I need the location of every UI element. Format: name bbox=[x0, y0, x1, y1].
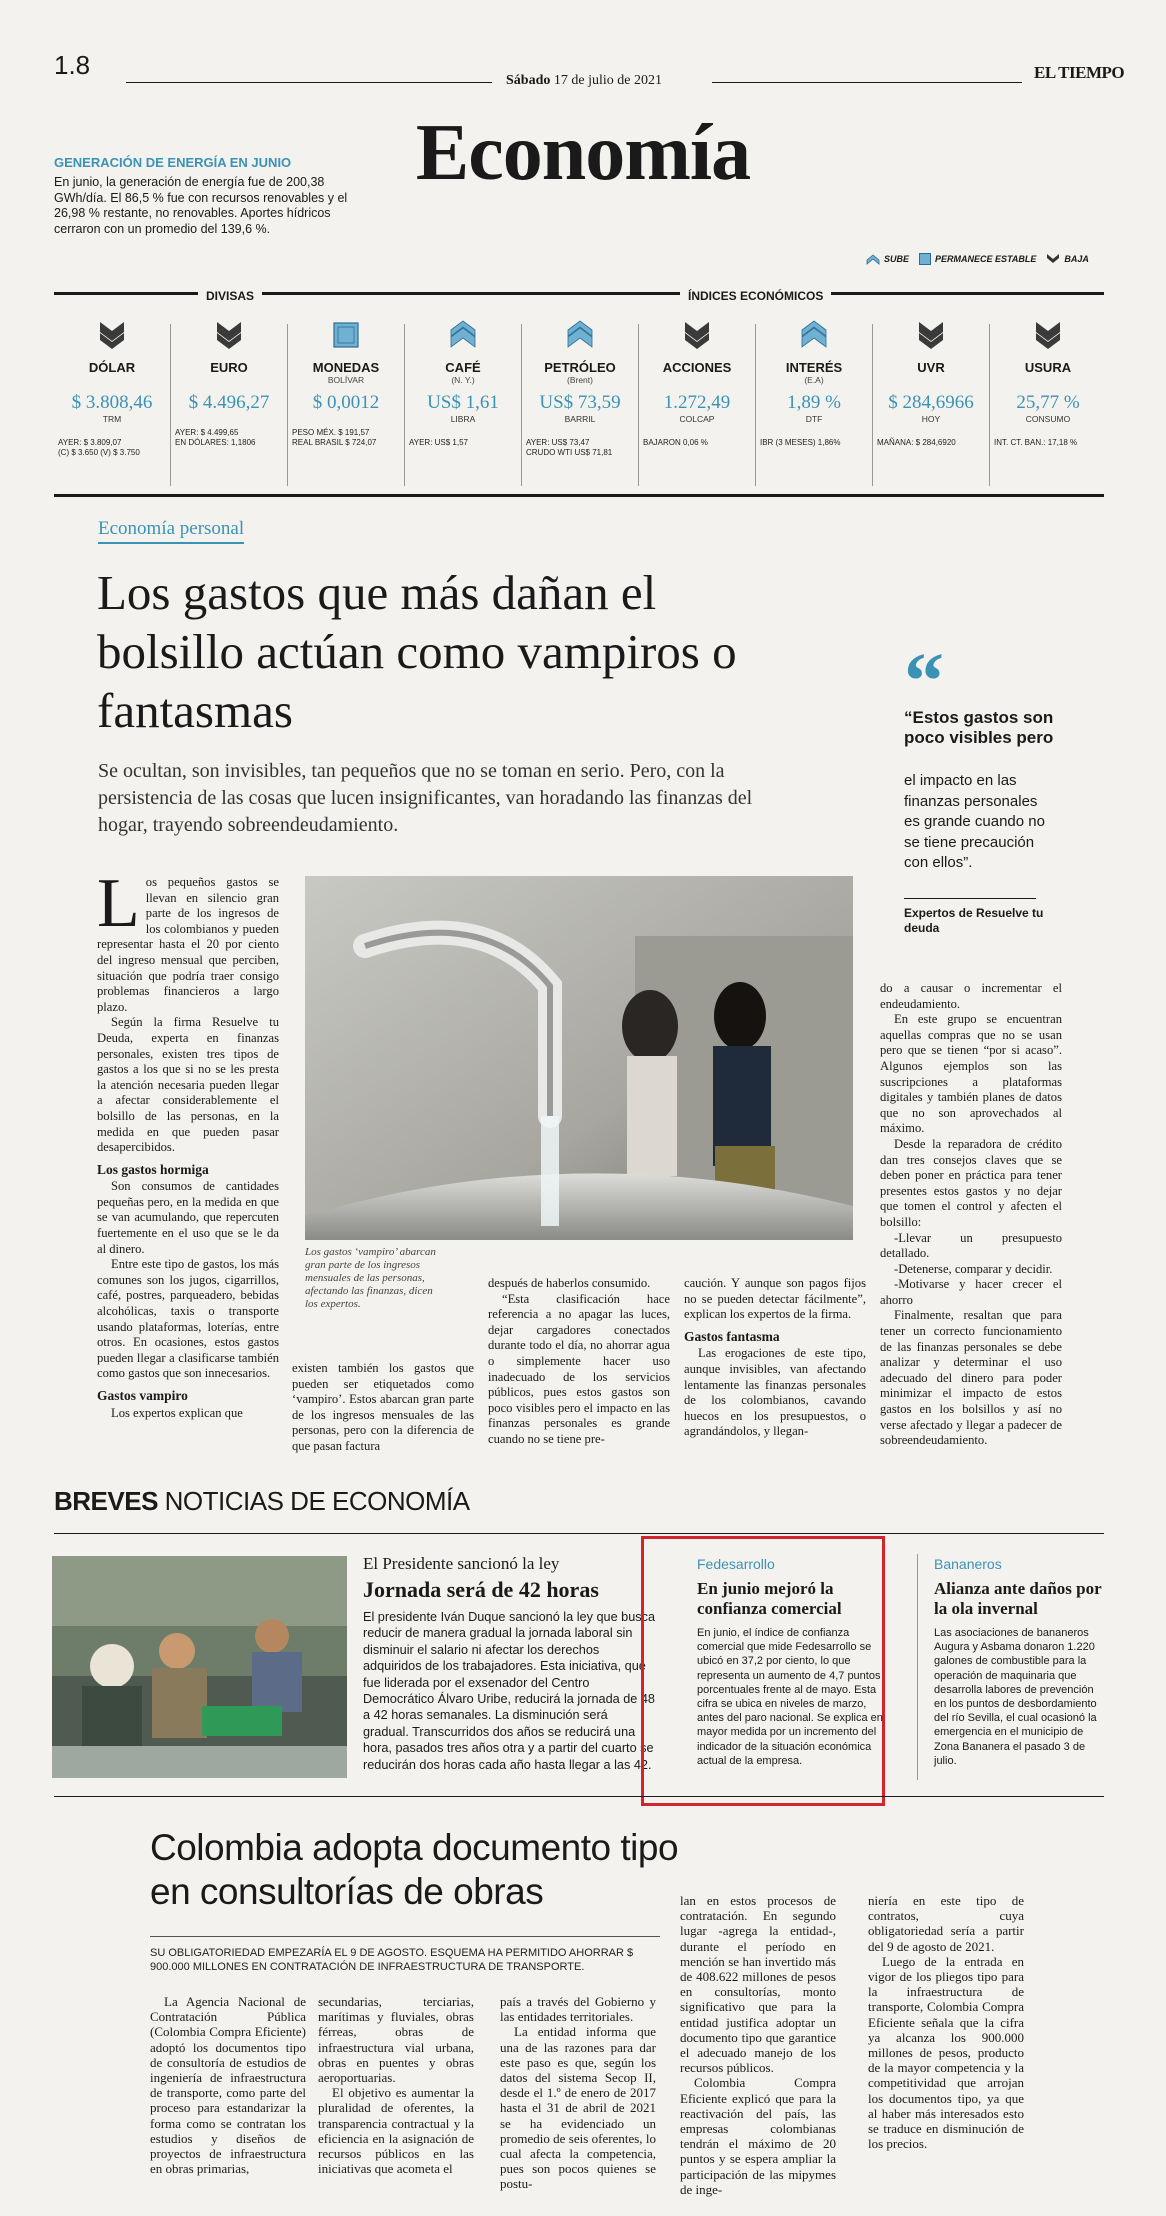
paragraph: -Motivarse y hacer crecer el ahorro bbox=[880, 1277, 1062, 1307]
pull-quote-source: Expertos de Resuelve tu deuda bbox=[904, 906, 1044, 935]
indicator-foot-line-2: REAL BRASIL $ 724,07 bbox=[292, 438, 377, 447]
indicator-value: $ 0,0012 bbox=[312, 392, 380, 413]
article-2-headline: Colombia adopta documento tipo en consultorías de obras bbox=[150, 1827, 679, 1912]
breve-1-text: El presidente Iván Duque sancionó la ley que busca reducir de manera gradual la jornada laboral sin disminuir el salario ni afectar los derechos adquiridos de los trabajadores. Esta iniciativa, que fue liderada por el exsenador del Centro Democrático Álvaro Uribe, reducirá la jornada de 48 a 42 horas semanales. La disminución será gradual. Transcurridos dos años se reducirá una hora, pasados tres años otra y a partir del cuarto se reducirán dos horas cada año hasta llegar a las 42. bbox=[363, 1610, 656, 1772]
paragraph: os pequeños gastos se llevan en silencio gran parte de los ingresos de los colombianos y pueden representar hasta el 20 por ciento del ingreso mensual que perciben, situación que podría traer consigo problemas financieros a largo plazo. bbox=[97, 875, 279, 1014]
indicator-divider bbox=[404, 324, 405, 486]
article-dek: Se ocultan, son invisibles, tan pequeños que no se toman en serio. Pero, con la persistencia de las cosas que lucen insignificantes, van horadando las finanzas del hogar, trayendo sobreendeudamiento. bbox=[98, 760, 753, 836]
indicator-name: PETRÓLEO bbox=[544, 360, 616, 375]
indicator-trend-icon bbox=[171, 318, 287, 352]
indicator-value: 1,89 % bbox=[787, 392, 841, 413]
indicator-foot-line-1: AYER: US$ 73,47 bbox=[526, 438, 590, 447]
indicator-foot-line-1: INT. CT. BAN.: 17,18 % bbox=[994, 438, 1078, 447]
indicator-divider bbox=[989, 324, 990, 486]
paragraph: “Esta clasificación hace referencia a no apagar las luces, dejar cargadores conectados durante todo el día, no ahorrar agua o simplemente hacer uso inadecuado de los servicios públicos, pues estos gastos son poco visibles pero el impacto en las finanzas personales es grande cuando no se tiene pre- bbox=[488, 1291, 670, 1446]
paragraph: niería en este tipo de contratos, cuya obligatoriedad sería a partir del 9 de agosto de 2021. bbox=[868, 1893, 1024, 1954]
legend-down-label: BAJA bbox=[1064, 254, 1089, 264]
indicator-4 bbox=[522, 318, 638, 458]
indicator-1 bbox=[171, 318, 287, 448]
trend-up-icon bbox=[450, 320, 476, 350]
indicator-foot-line-1: IBR (3 MESES) 1,86% bbox=[760, 438, 841, 447]
breve-1-title: Jornada será de 42 horas bbox=[363, 1577, 599, 1602]
indicator-foot-line-2: (C) $ 3.650 (V) $ 3.750 bbox=[58, 448, 140, 457]
indicator-sub bbox=[54, 375, 170, 386]
subheading: Los gastos hormiga bbox=[97, 1161, 209, 1177]
indicator-foot bbox=[522, 438, 638, 458]
date-day: Sábado bbox=[506, 73, 551, 88]
trend-down-icon bbox=[1035, 320, 1061, 350]
indicator-divider bbox=[170, 324, 171, 486]
legend-stable-label: PERMANECE ESTABLE bbox=[935, 254, 1037, 264]
breves-title-bold: BREVES bbox=[54, 1486, 158, 1516]
page-number: 1.8 bbox=[54, 50, 91, 80]
indicator-value: US$ 73,59 bbox=[539, 392, 621, 413]
indicator-name: USURA bbox=[1024, 360, 1072, 375]
indicator-foot-line-1: AYER: US$ 1,57 bbox=[409, 438, 468, 447]
indicator-unit: LIBRA bbox=[450, 414, 476, 424]
article-2-column-2 bbox=[318, 1994, 474, 2176]
indicator-sub bbox=[639, 375, 755, 386]
breves-title-rest: NOTICIAS DE ECONOMÍA bbox=[164, 1486, 470, 1516]
indicator-foot bbox=[639, 438, 755, 448]
indicator-unit: DTF bbox=[805, 414, 823, 424]
article-2-column-5 bbox=[868, 1893, 1024, 2151]
indicator-value: 25,77 % bbox=[1016, 392, 1080, 413]
paragraph: existen también los gastos que pueden ser etiquetados como ‘vampiro’. Estos abarcan gran parte de los ingresos mensuales de las personas, pero con la diferencia de que pasan factura bbox=[292, 1361, 474, 1453]
indicator-unit: CONSUMO bbox=[1025, 414, 1071, 424]
paragraph: después de haberlos consumido. bbox=[488, 1276, 651, 1290]
pull-quote-rule bbox=[904, 898, 1036, 899]
drop-cap: L bbox=[97, 865, 140, 942]
publication-date bbox=[506, 73, 662, 89]
indicator-trend-icon bbox=[990, 318, 1106, 352]
paragraph: caución. Y aunque son pagos fijos no se pueden detectar fácilmente”, explican los expertos de la firma. bbox=[684, 1276, 866, 1322]
quote-mark-icon: “ bbox=[904, 638, 944, 726]
legend-stable bbox=[919, 253, 1036, 265]
indicator-divider bbox=[287, 324, 288, 486]
paragraph: Finalmente, resaltan que para tener un correcto funcionamiento de las finanzas personales se debe analizar y determinar el uso adecuado del dinero para poder minimizar el impacto de estos gastos en los bolsillos y así no verse afectado y llegar a padecer de sobreendeudamiento. bbox=[880, 1308, 1062, 1448]
paragraph: La Agencia Nacional de Contratación Pública (Colombia Compra Eficiente) adoptó los documentos tipo de consultoría de estudios de ingeniería de infraestructura de transporte, como parte del proceso para estandarizar la forma como se contratan los estudios y diseños de proyectos de infraestructura en obras primarias, bbox=[150, 1994, 306, 2177]
trend-up-icon bbox=[801, 320, 827, 350]
indicator-unit: TRM bbox=[102, 414, 122, 424]
chevron-down-icon bbox=[1046, 253, 1060, 265]
indicator-value: 1.272,49 bbox=[663, 392, 731, 413]
indicator-name: DÓLAR bbox=[88, 360, 136, 375]
indicator-unit: BARRIL bbox=[564, 414, 596, 424]
trend-down-icon bbox=[99, 320, 125, 350]
indicator-2 bbox=[288, 318, 404, 448]
indicator-trend-icon bbox=[639, 318, 755, 352]
breves-title bbox=[54, 1486, 470, 1517]
trend-down-icon bbox=[684, 320, 710, 350]
paragraph: Luego de la entrada en vigor de los pliegos tipo para la infraestructura de transporte, Colombia Compra Eficiente señala que la cifra ya alcanza los 900.000 millones de pesos, producto de la mayor competencia y la competitividad que arrojan los documentos tipo, ya que al haber más interesados esto se traduce en disminución de los precios. bbox=[868, 1953, 1024, 2152]
trend-down-icon bbox=[918, 320, 944, 350]
indicator-foot-line-1: MAÑANA: $ 284,6920 bbox=[877, 438, 956, 447]
indicator-foot bbox=[288, 428, 404, 448]
indicator-foot bbox=[873, 438, 989, 448]
breve-2-text: En junio, el índice de confianza comercial que mide Fedesarrollo se ubicó en 37,2 por ciento, lo que representa un aumento de 4,7 puntos porcentuales frente al de mayo. Esta cifra se ubica en niveles de marzo, antes del paro nacional. Se explica en mayor medida por un incremento del indicador de la situación económica actual de la empresa. bbox=[697, 1627, 883, 1767]
indicator-value: $ 3.808,46 bbox=[71, 392, 153, 413]
legend-up-label: SUBE bbox=[884, 254, 910, 264]
paragraph: Entre este tipo de gastos, los más comunes son los jugos, cigarrillos, café, postres, parqueadero, bebidas alcohólicas, taxis o transporte usando plataformas, loterías, entre otros. En ocasiones, estos gastos pueden llegar a clasificarse también como gastos que son innecesarios. bbox=[97, 1257, 279, 1381]
paragraph: La entidad informa que una de las razones para dar este paso es que, según los datos del sistema Secop II, desde el 1.º de enero de 2017 hasta el 31 de abril de 2021 se ha evidenciado un promedio de seis oferentes, lo cual afecta la competencia, pues son pocos quienes se postu- bbox=[500, 2024, 656, 2192]
article-2-dek: SU OBLIGATORIEDAD EMPEZARÍA EL 9 DE AGOSTO. ESQUEMA HA PERMITIDO AHORRAR $ 900.000 MILLONES EN CONTRATACIÓN DE INFRAESTRUCTURA DE TRANSPORTE. bbox=[150, 1947, 634, 1973]
indicator-trend-icon bbox=[522, 318, 638, 352]
subheading: Gastos fantasma bbox=[684, 1328, 780, 1344]
paragraph: do a causar o incrementar el endeudamiento. bbox=[880, 981, 1062, 1011]
indicator-name: UVR bbox=[917, 360, 945, 375]
legend-up bbox=[866, 253, 909, 265]
indicator-foot-line-2: EN DÓLARES: 1,1806 bbox=[175, 438, 256, 447]
article-column-2 bbox=[292, 1361, 474, 1455]
indicator-sub: (Brent) bbox=[567, 375, 593, 385]
divisas-heading: DIVISAS bbox=[198, 289, 262, 303]
indicator-foot bbox=[171, 428, 287, 448]
article-2-column-1 bbox=[150, 1994, 306, 2176]
article-kicker: Economía personal bbox=[98, 518, 244, 544]
square-icon bbox=[919, 253, 931, 265]
paragraph: El objetivo es aumentar la pluralidad de oferentes, la transparencia contractual y la eficiencia en la asignación de recursos públicos en las iniciativas que acometa el bbox=[318, 2085, 474, 2177]
paragraph: secundarias, terciarias, marítimas y fluviales, obras férreas, obras de infraestructura vial urbana, obras en puentes y obras aeroportuarias. bbox=[318, 1994, 474, 2086]
indicator-sub bbox=[171, 375, 287, 386]
legend-down bbox=[1046, 253, 1089, 265]
header-rule-right bbox=[712, 82, 1022, 83]
article-2-top-rule bbox=[54, 1796, 1104, 1797]
indicator-8 bbox=[990, 318, 1106, 448]
header-rule-left bbox=[126, 82, 492, 83]
indicator-sub: (N. Y.) bbox=[451, 375, 475, 385]
breve-2-title: En junio mejoró la confianza comercial bbox=[697, 1579, 842, 1618]
faucet-photo bbox=[305, 876, 853, 1240]
indicator-name: EURO bbox=[210, 360, 248, 375]
indicator-unit: HOY bbox=[921, 414, 941, 424]
indicator-trend-icon bbox=[405, 318, 521, 352]
paragraph: lan en estos procesos de contratación. En segundo lugar -agrega la entidad-, durante el período en mención se han invertido más de 408.622 millones de pesos en consultorías, monto significativo que para la entidad justifica adoptar un documento tipo que garantice el adecuado manejo de los recursos públicos. bbox=[680, 1893, 836, 2076]
date-text: 17 de julio de 2021 bbox=[553, 73, 662, 88]
trend-stable-icon bbox=[333, 320, 359, 350]
indicator-trend-icon bbox=[54, 318, 170, 352]
indicator-value: US$ 1,61 bbox=[427, 392, 499, 413]
indicator-foot bbox=[54, 438, 170, 458]
article-column-1 bbox=[97, 865, 279, 1421]
article-column-4 bbox=[684, 1276, 866, 1440]
indicator-foot-line-1: BAJARON 0,06 % bbox=[643, 438, 708, 447]
trend-down-icon bbox=[216, 320, 242, 350]
indicator-value: $ 4.496,27 bbox=[188, 392, 270, 413]
paragraph: -Llevar un presupuesto detallado. bbox=[880, 1230, 1062, 1261]
paragraph: -Detenerse, comparar y decidir. bbox=[894, 1261, 1053, 1276]
breve-3-title: Alianza ante daños por la ola invernal bbox=[934, 1579, 1102, 1618]
breves-divider bbox=[917, 1554, 918, 1780]
indicator-trend-icon bbox=[288, 318, 404, 352]
indicator-divider bbox=[521, 324, 522, 486]
indicator-name: MONEDAS bbox=[312, 360, 380, 375]
indicator-foot-line-2: CRUDO WTI US$ 71,81 bbox=[526, 448, 613, 457]
energy-box-text: En junio, la generación de energía fue de 200,38 GWh/día. El 86,5 % fue con recursos renovables y el 26,98 % restante, no renovables. Aportes hídricos cerraron con un promedio del 139,6 %. bbox=[54, 175, 348, 236]
paragraph: país a través del Gobierno y las entidades territoriales. bbox=[500, 1994, 656, 2025]
pull-quote-text: el impacto en las finanzas personales es grande cuando no se tiene precaución con ellos”. bbox=[904, 772, 1045, 871]
indicator-trend-icon bbox=[873, 318, 989, 352]
breve-3-kicker: Bananeros bbox=[934, 1556, 1002, 1572]
recycling-workers-photo bbox=[52, 1556, 347, 1778]
indicator-sub bbox=[990, 375, 1106, 386]
trend-up-icon bbox=[567, 320, 593, 350]
faucet-image bbox=[305, 876, 853, 1240]
breves-rule bbox=[54, 1533, 1104, 1534]
article-2-column-3 bbox=[500, 1994, 656, 2192]
subheading: Gastos vampiro bbox=[97, 1388, 188, 1403]
indicator-7 bbox=[873, 318, 989, 448]
article-headline: Los gastos que más dañan el bolsillo actúan como vampiros o fantasmas bbox=[97, 565, 737, 738]
article-column-3 bbox=[488, 1276, 670, 1448]
indicator-sub bbox=[873, 375, 989, 386]
indicator-6 bbox=[756, 318, 872, 448]
indicator-foot bbox=[756, 438, 872, 448]
section-title: Economía bbox=[415, 109, 751, 197]
indicator-unit: COLCAP bbox=[679, 414, 715, 424]
indicator-name: INTERÉS bbox=[785, 360, 843, 375]
paragraph: Las erogaciones de este tipo, aunque invisibles, van afectando lentamente las finanzas personales de los colombianos, cavando huecos en los presupuestos, o agrandándolos, y llegan- bbox=[684, 1346, 866, 1439]
breve-1-kicker: El Presidente sancionó la ley bbox=[363, 1554, 560, 1573]
breve-3-text: Las asociaciones de bananeros Augura y Asbama donaron 1.220 galones de combustible para la operación de maquinaria que desarrolla labores de prevención en los puntos de desbordamiento del río Sevilla, el cual ocasionó la emergencia en el municipio de Zona Bananera el pasado 3 de julio. bbox=[934, 1627, 1097, 1767]
indicator-value: $ 284,6966 bbox=[888, 392, 974, 413]
indicator-foot bbox=[405, 438, 521, 448]
indicator-sub: (E.A) bbox=[804, 375, 824, 385]
pull-quote-lead: “Estos gastos son poco visibles pero bbox=[904, 708, 1054, 747]
article-column-5 bbox=[880, 981, 1062, 1449]
indices-heading: ÍNDICES ECONÓMICOS bbox=[680, 289, 831, 303]
indicator-name: CAFÉ bbox=[445, 360, 481, 375]
energy-box-title: GENERACIÓN DE ENERGÍA EN JUNIO bbox=[54, 155, 292, 170]
indicator-trend-icon bbox=[756, 318, 872, 352]
indicator-divider bbox=[872, 324, 873, 486]
recycling-image bbox=[52, 1556, 347, 1778]
paragraph: Desde la reparadora de crédito dan tres consejos claves que se deben poner en práctica para tener presentes estos gastos y no dejar que tomen el control y afecten el bolsillo: bbox=[880, 1136, 1062, 1229]
indicator-foot-line-1: AYER: $ 4.499,65 bbox=[175, 428, 239, 437]
article-2-dek-rule bbox=[150, 1936, 660, 1937]
indicator-foot-line-1: AYER: $ 3.809,07 bbox=[58, 438, 122, 447]
indicator-divider bbox=[638, 324, 639, 486]
trend-legend bbox=[866, 253, 1089, 265]
paragraph: Colombia Compra Eficiente explicó que para la reactivación del país, las empresas colombianas tendrán el máximo de 20 puntos y se espera ampliar la participación de las mipymes de inge- bbox=[680, 2075, 836, 2197]
article-2-column-4 bbox=[680, 1893, 836, 2197]
indicator-5 bbox=[639, 318, 755, 448]
chevron-up-icon bbox=[866, 253, 880, 265]
photo-caption: Los gastos ‘vampiro’ abarcan gran parte de los ingresos mensuales de las personas, afectando las finanzas, dicen los expertos. bbox=[305, 1246, 436, 1310]
indicator-0 bbox=[54, 318, 170, 458]
indicator-divider bbox=[755, 324, 756, 486]
indicator-foot bbox=[990, 438, 1106, 448]
indicator-3 bbox=[405, 318, 521, 448]
breve-2-kicker: Fedesarrollo bbox=[697, 1556, 775, 1572]
paragraph: Según la firma Resuelve tu Deuda, experta en finanzas personales, existen tres tipos de gastos a los que si no se les presta la atención necesaria pueden llegar a afectar considerablemente el bolsillo de las personas, en la medida en que pueden pasar desapercibidos. bbox=[97, 1015, 279, 1155]
indicators-bottom-rule bbox=[54, 494, 1104, 497]
paragraph: En este grupo se encuentran aquellas compras que no se usan pero que se tienen “por si acaso”. Algunos ejemplos son las suscripciones a plataformas digitales y también planes de datos que no son aprovechados al máximo. bbox=[880, 1012, 1062, 1136]
indicator-name: ACCIONES bbox=[662, 360, 732, 375]
indicator-sub: BOLÍVAR bbox=[327, 375, 365, 385]
newspaper-brand: EL TIEMPO bbox=[1034, 63, 1125, 82]
paragraph: Los expertos explican que bbox=[111, 1405, 243, 1420]
paragraph: Son consumos de cantidades pequeñas pero, en la medida en que se van acumulando, que repercuten fuertemente en el uso que se le da al dinero. bbox=[97, 1179, 279, 1256]
indicator-foot-line-1: PESO MÉX. $ 191,57 bbox=[292, 428, 370, 437]
